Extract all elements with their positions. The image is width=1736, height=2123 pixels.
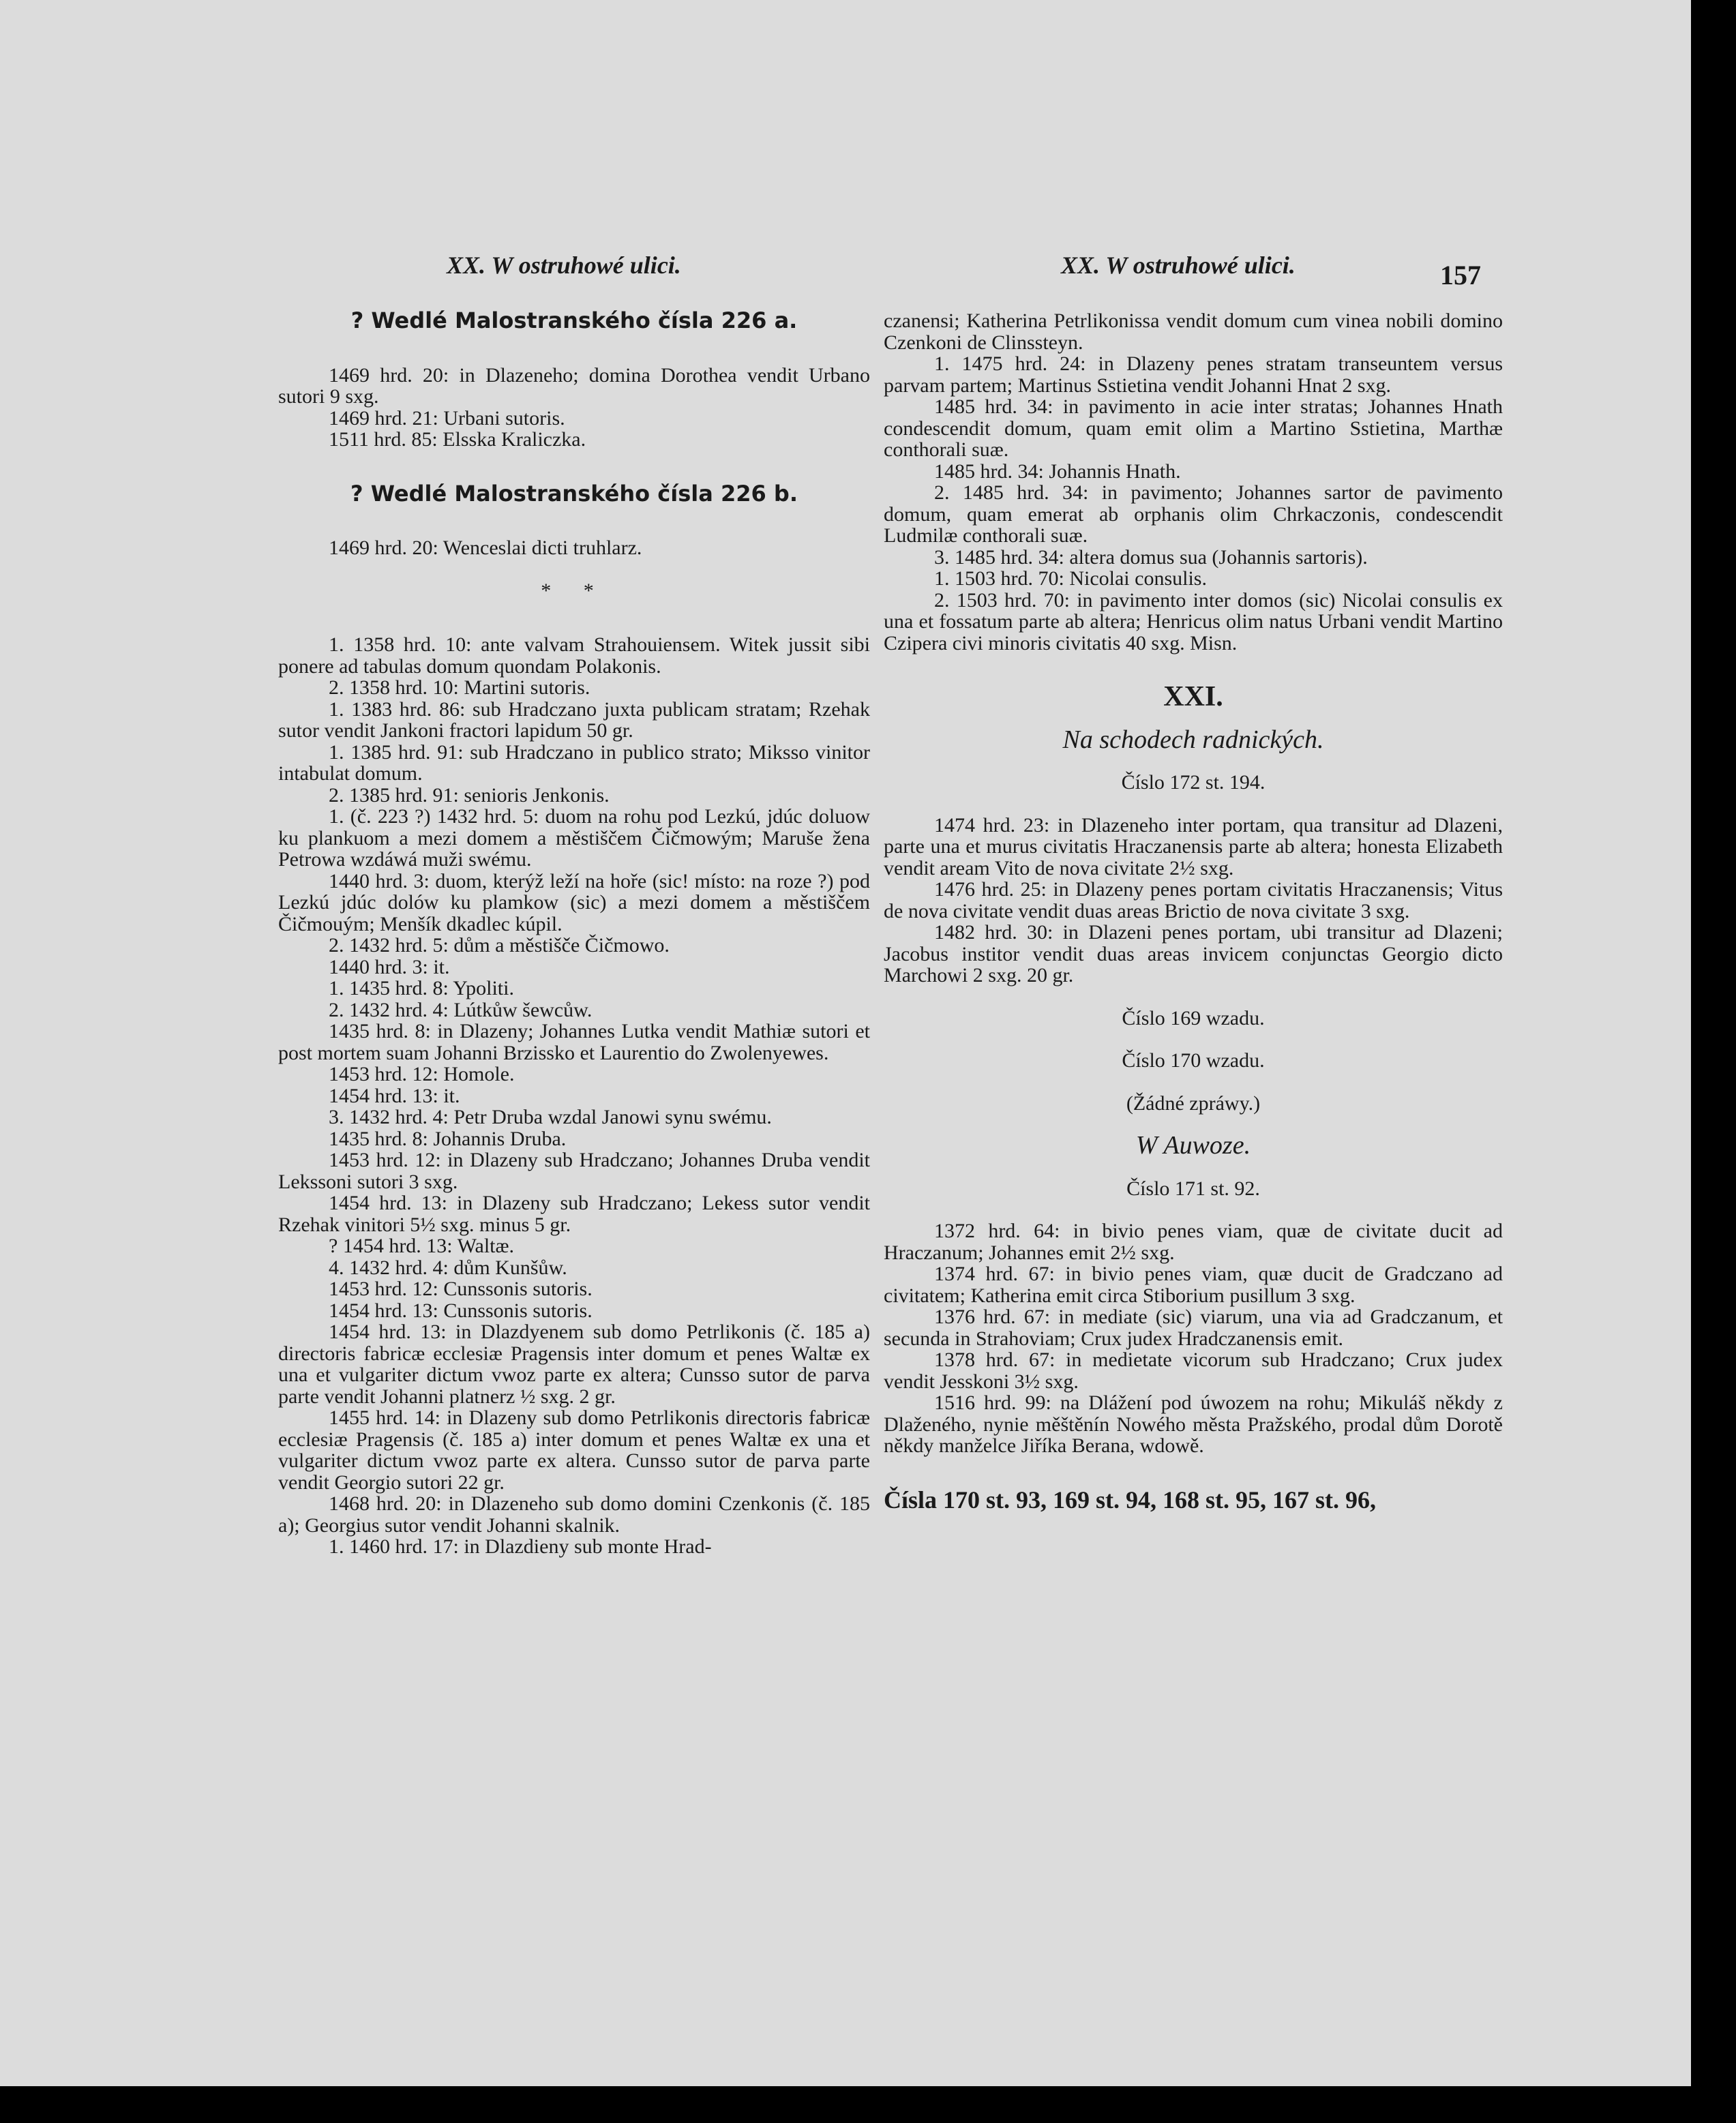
paragraph: 3. 1485 hrd. 34: altera domus sua (Johannis sartoris). xyxy=(934,545,1368,569)
paragraph: 1440 hrd. 3: duom, kterýž leží na hoře (sic! místo: na roze ?) pod Lezkú jdúc dolów ku plamkow (sic) a mezi domem a městiščem Čičmouým; Menšík dkadlec kúpil. xyxy=(278,869,870,935)
paragraph: 1485 hrd. 34: in pavimento in acie inter stratas; Johannes Hnath condescendit domum, quam emit olim a Martino Sstietina, Marthæ conthorali suæ. xyxy=(884,395,1503,461)
section-title: W Auwoze. xyxy=(1135,1131,1251,1160)
chapter-number: XXI. xyxy=(1163,681,1223,712)
right-column xyxy=(884,310,1503,1514)
paragraph: 1. 1460 hrd. 17: in Dlazdieny sub monte Hrad- xyxy=(329,1535,712,1558)
paragraph: 1. 1383 hrd. 86: sub Hradczano juxta publicam stratam; Rzehak sutor vendit Jankoni fractori lapidum 50 gr. xyxy=(278,697,870,742)
paragraph: 1. 1385 hrd. 91: sub Hradczano in publico strato; Miksso vinitor intabulat domum. xyxy=(278,740,870,785)
paragraph: 1435 hrd. 8: Johannis Druba. xyxy=(329,1127,567,1150)
paragraph: 1. 1358 hrd. 10: ante valvam Strahouiensem. Witek jussit sibi ponere ad tabulas domum quondam Polakonis. xyxy=(278,633,870,678)
section-heading: ? Wedlé Malostranského čísla 226 b. xyxy=(350,480,798,507)
paragraph: 1453 hrd. 12: in Dlazeny sub Hradczano; Johannes Druba vendit Lekssoni sutori 3 sxg. xyxy=(278,1149,870,1193)
paragraph: 2. 1432 hrd. 5: dům a městišče Čičmowo. xyxy=(329,934,670,957)
paragraph: 1435 hrd. 8: in Dlazeny; Johannes Lutka vendit Mathiæ sutori et post mortem suam Johanni Brzissko et Laurentio do Zwolenyewes. xyxy=(278,1020,870,1064)
house-numbers-line: Čísla 170 st. 93, 169 st. 94, 168 st. 95, 167 st. 96, xyxy=(884,1486,1377,1514)
paragraph: 1374 hrd. 67: in bivio penes viam, quæ ducit de Gradczano ad civitatem; Katherina emit circa Stiborium pusillum 3 sxg. xyxy=(884,1263,1503,1307)
running-title-left: XX. W ostruhowé ulici. xyxy=(447,252,681,279)
paragraph: 1454 hrd. 13: Cunssonis sutoris. xyxy=(329,1299,593,1322)
paragraph: 1376 hrd. 67: in mediate (sic) viarum, una via ad Gradczanum, et secunda in Strahoviam; Crux judex Hradczanensis emit. xyxy=(884,1306,1503,1350)
paragraph: 1468 hrd. 20: in Dlazeneho sub domo domini Czenkonis (č. 185 a); Georgius sutor vendit Johanni skalnik. xyxy=(278,1492,870,1537)
paragraph: 1. 1503 hrd. 70: Nicolai consulis. xyxy=(934,567,1207,590)
paragraph: 1511 hrd. 85: Elsska Kraliczka. xyxy=(329,428,586,451)
separator-stars: * * xyxy=(541,579,608,602)
left-column xyxy=(278,307,870,1558)
paragraph: 1454 hrd. 13: in Dlazdyenem sub domo Petrlikonis (č. 185 a) directoris fabricæ ecclesiæ Pragensis inter domum et penes Waltæ ex una et vulgariter dictum vwoz parte ex altera; Cunsso sutor de parva parte vendit Johanni platnerz ½ sxg. 2 gr. xyxy=(278,1321,870,1408)
paragraph: 1469 hrd. 20: Wenceslai dicti truhlarz. xyxy=(329,537,642,559)
paragraph: 1440 hrd. 3: it. xyxy=(329,955,450,978)
paragraph: 1453 hrd. 12: Cunssonis sutoris. xyxy=(329,1278,593,1300)
paragraph: 1378 hrd. 67: in medietate vicorum sub Hradczano; Crux judex vendit Jesskoni 3½ sxg. xyxy=(884,1349,1503,1393)
paragraph: 1. 1435 hrd. 8: Ypoliti. xyxy=(329,977,514,999)
paragraph: 1372 hrd. 64: in bivio penes viam, quæ de civitate ducit ad Hraczanum; Johannes emit 2½ sxg. xyxy=(884,1220,1503,1264)
paragraph: 2. 1485 hrd. 34: in pavimento; Johannes sartor de pavimento domum, quam emerat ab orphanis olim Chrkaczonis, condescendit Ludmilæ conthorali suæ. xyxy=(884,481,1503,547)
paragraph: 1482 hrd. 30: in Dlazeni penes portam, ubi transitur ad Dlazeni; Jacobus institor vendit duas areas invicem conjunctas Georgio dicto Marchowi 2 sxg. 20 gr. xyxy=(884,921,1503,987)
no-records-note: (Žádné zpráwy.) xyxy=(1126,1091,1261,1115)
paragraph: 2. 1503 hrd. 70: in pavimento inter domos (sic) Nicolai consulis ex una et fossatum parte ab altera; Henricus olim natus Urbani vendit Martino Czipera civi minoris civitatis 40 sxg. Misn. xyxy=(884,588,1503,654)
house-number-heading: Číslo 169 wzadu. xyxy=(1122,1006,1265,1029)
paragraph: 2. 1385 hrd. 91: senioris Jenkonis. xyxy=(329,783,610,807)
paragraph: 1476 hrd. 25: in Dlazeny penes portam civitatis Hraczanensis; Vitus de nova civitate vendit duas areas Brictio de nova civitate 3 sxg. xyxy=(884,878,1503,922)
paragraph: 1474 hrd. 23: in Dlazeneho inter portam, qua transitur ad Dlazeni, parte una et murus civitatis Hraczanensis parte ab altera; honesta Elizabeth vendit aream Vito de nova civitate 2½ sxg. xyxy=(884,813,1503,879)
paragraph: 1516 hrd. 99: na Dlážení pod úwozem na rohu; Mikuláš někdy z Dlaženého, nynie měštěnín Nowého města Pražského, prodal dům Dorotě někdy manželce Jiříka Berana, wdowě. xyxy=(884,1391,1503,1457)
section-heading: ? Wedlé Malostranského čísla 226 a. xyxy=(350,307,798,333)
paragraph: 4. 1432 hrd. 4: dům Kunšůw. xyxy=(329,1256,567,1279)
paragraph: 1453 hrd. 12: Homole. xyxy=(329,1063,515,1085)
paragraph: 1455 hrd. 14: in Dlazeny sub domo Petrlikonis directoris fabricæ ecclesiæ Pragensis (č. 185 a) inter domum et penes Waltæ ex una et vulgariter dictum vwoz parte ex altera. Cunsso sutor de parva parte vendit Georgio sutori 22 gr. xyxy=(278,1406,870,1494)
paragraph: 1. 1475 hrd. 24: in Dlazeny penes stratam transeuntem versus parvam partem; Martinus Sstietina vendit Johanni Hnat 2 sxg. xyxy=(884,352,1503,397)
paragraph: 2. 1358 hrd. 10: Martini sutoris. xyxy=(329,676,590,699)
paragraph: 1485 hrd. 34: Johannis Hnath. xyxy=(934,460,1181,483)
paragraph: 1. (č. 223 ?) 1432 hrd. 5: duom na rohu pod Lezkú, jdúc doluow ku plankuom a mezi domem a městiščem Čičmowým; Maruše žena Petrowa wzdáwá muži swému. xyxy=(278,805,870,871)
paragraph: 2. 1432 hrd. 4: Lútkůw šewcůw. xyxy=(329,998,593,1021)
paragraph: 1454 hrd. 13: it. xyxy=(329,1084,460,1107)
house-number-heading: Číslo 170 wzadu. xyxy=(1122,1049,1265,1072)
page-number: 157 xyxy=(1440,260,1481,290)
house-number-heading: Číslo 171 st. 92. xyxy=(1126,1177,1260,1200)
chapter-title: Na schodech radnických. xyxy=(1062,725,1324,754)
running-title-right: XX. W ostruhowé ulici. xyxy=(1061,252,1296,279)
paragraph: 1469 hrd. 21: Urbani sutoris. xyxy=(329,406,565,430)
paragraph: 1469 hrd. 20: in Dlazeneho; domina Dorothea vendit Urbano sutori 9 sxg. xyxy=(278,363,870,408)
house-number-heading: Číslo 172 st. 194. xyxy=(1121,771,1266,794)
paragraph: 1454 hrd. 13: in Dlazeny sub Hradczano; Lekess sutor vendit Rzehak vinitori 5½ sxg. minus 5 gr. xyxy=(278,1192,870,1236)
paragraph: ? 1454 hrd. 13: Waltæ. xyxy=(329,1235,515,1257)
paragraph: 3. 1432 hrd. 4: Petr Druba wzdal Janowi synu swému. xyxy=(329,1106,772,1128)
paragraph-continued: czanensi; Katherina Petrlikonissa vendit domum cum vinea nobili domino Czenkoni de Clinssteyn. xyxy=(884,310,1503,354)
